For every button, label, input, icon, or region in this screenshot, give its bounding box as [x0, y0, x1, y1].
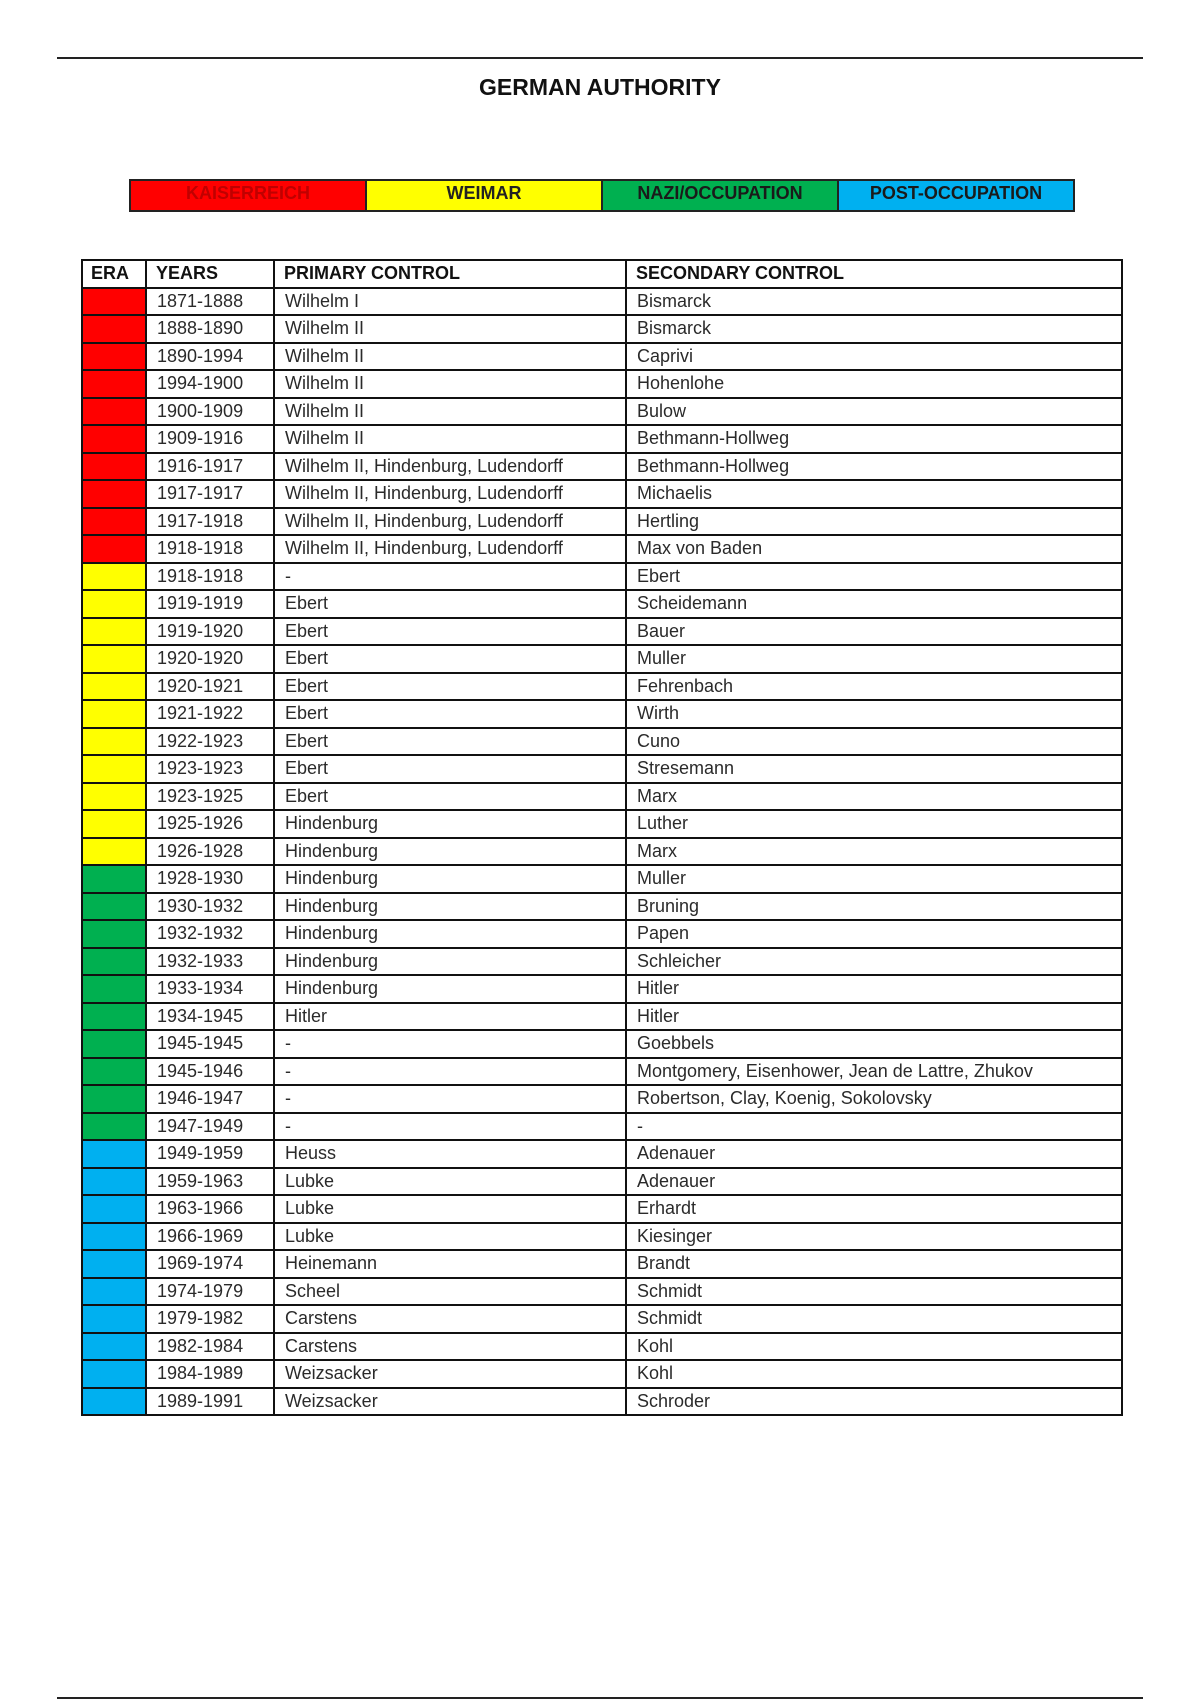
years-cell: 1989-1991 — [146, 1388, 274, 1416]
years-cell: 1933-1934 — [146, 975, 274, 1003]
primary-control-cell: Hindenburg — [274, 893, 626, 921]
primary-control-cell: Hindenburg — [274, 838, 626, 866]
years-cell: 1888-1890 — [146, 315, 274, 343]
years-cell: 1966-1969 — [146, 1223, 274, 1251]
years-cell: 1982-1984 — [146, 1333, 274, 1361]
primary-control-cell: Carstens — [274, 1305, 626, 1333]
primary-control-cell: Wilhelm II — [274, 343, 626, 371]
primary-control-cell: Ebert — [274, 618, 626, 646]
era-color-cell — [82, 838, 146, 866]
era-color-cell — [82, 673, 146, 701]
years-cell: 1890-1994 — [146, 343, 274, 371]
table-row — [82, 453, 1122, 481]
era-color-cell — [82, 343, 146, 371]
table-row — [82, 1113, 1122, 1141]
years-cell: 1959-1963 — [146, 1168, 274, 1196]
legend-post-occupation: POST-OCCUPATION — [839, 181, 1073, 210]
era-color-cell — [82, 1305, 146, 1333]
years-cell: 1917-1918 — [146, 508, 274, 536]
secondary-control-cell: Schleicher — [626, 948, 1122, 976]
secondary-control-cell: Bauer — [626, 618, 1122, 646]
years-cell: 1916-1917 — [146, 453, 274, 481]
secondary-control-cell: Kohl — [626, 1360, 1122, 1388]
primary-control-cell: Ebert — [274, 590, 626, 618]
era-color-cell — [82, 453, 146, 481]
table-row — [82, 1195, 1122, 1223]
primary-control-cell: Lubke — [274, 1168, 626, 1196]
secondary-control-cell: Marx — [626, 783, 1122, 811]
years-cell: 1920-1921 — [146, 673, 274, 701]
years-cell: 1979-1982 — [146, 1305, 274, 1333]
era-color-cell — [82, 1113, 146, 1141]
top-rule — [57, 57, 1143, 59]
primary-control-cell: Heuss — [274, 1140, 626, 1168]
table-row — [82, 893, 1122, 921]
era-color-cell — [82, 535, 146, 563]
primary-control-cell: Ebert — [274, 673, 626, 701]
years-cell: 1920-1920 — [146, 645, 274, 673]
table-row — [82, 288, 1122, 316]
table-row — [82, 315, 1122, 343]
years-cell: 1921-1922 — [146, 700, 274, 728]
secondary-control-cell: Montgomery, Eisenhower, Jean de Lattre, Zhukov — [626, 1058, 1122, 1086]
era-color-cell — [82, 893, 146, 921]
era-color-cell — [82, 590, 146, 618]
era-color-cell — [82, 948, 146, 976]
secondary-control-cell: Cuno — [626, 728, 1122, 756]
table-row — [82, 1003, 1122, 1031]
table-row — [82, 563, 1122, 591]
years-cell: 1984-1989 — [146, 1360, 274, 1388]
years-cell: 1932-1932 — [146, 920, 274, 948]
secondary-control-cell: Scheidemann — [626, 590, 1122, 618]
table-row — [82, 948, 1122, 976]
primary-control-cell: Ebert — [274, 645, 626, 673]
table-row — [82, 1168, 1122, 1196]
primary-control-cell: Ebert — [274, 700, 626, 728]
table-row — [82, 1333, 1122, 1361]
table-row — [82, 810, 1122, 838]
years-cell: 1946-1947 — [146, 1085, 274, 1113]
table-row — [82, 865, 1122, 893]
primary-control-cell: Hindenburg — [274, 948, 626, 976]
primary-control-cell: - — [274, 1030, 626, 1058]
years-cell: 1974-1979 — [146, 1278, 274, 1306]
era-color-cell — [82, 700, 146, 728]
years-cell: 1909-1916 — [146, 425, 274, 453]
primary-control-cell: Scheel — [274, 1278, 626, 1306]
years-cell: 1918-1918 — [146, 563, 274, 591]
years-cell: 1945-1945 — [146, 1030, 274, 1058]
table-header-row — [82, 260, 1122, 288]
years-cell: 1917-1917 — [146, 480, 274, 508]
legend-kaiserreich: KAISERREICH — [131, 181, 367, 210]
secondary-control-cell: Schmidt — [626, 1278, 1122, 1306]
years-cell: 1994-1900 — [146, 370, 274, 398]
table-row — [82, 398, 1122, 426]
secondary-control-cell: Muller — [626, 645, 1122, 673]
secondary-control-cell: Erhardt — [626, 1195, 1122, 1223]
years-cell: 1930-1932 — [146, 893, 274, 921]
primary-control-cell: Ebert — [274, 728, 626, 756]
primary-control-cell: Ebert — [274, 755, 626, 783]
table-row — [82, 1278, 1122, 1306]
primary-control-cell: Wilhelm II, Hindenburg, Ludendorff — [274, 453, 626, 481]
primary-control-cell: Heinemann — [274, 1250, 626, 1278]
era-color-cell — [82, 1003, 146, 1031]
era-color-cell — [82, 563, 146, 591]
years-cell: 1969-1974 — [146, 1250, 274, 1278]
era-color-cell — [82, 920, 146, 948]
table-row — [82, 1030, 1122, 1058]
primary-control-cell: Ebert — [274, 783, 626, 811]
secondary-control-cell: Kiesinger — [626, 1223, 1122, 1251]
secondary-control-cell: Kohl — [626, 1333, 1122, 1361]
era-color-cell — [82, 1388, 146, 1416]
years-cell: 1918-1918 — [146, 535, 274, 563]
secondary-control-cell: - — [626, 1113, 1122, 1141]
era-color-cell — [82, 975, 146, 1003]
era-color-cell — [82, 508, 146, 536]
table-row — [82, 1388, 1122, 1416]
secondary-control-cell: Robertson, Clay, Koenig, Sokolovsky — [626, 1085, 1122, 1113]
primary-control-cell: - — [274, 563, 626, 591]
era-color-cell — [82, 865, 146, 893]
secondary-control-cell: Goebbels — [626, 1030, 1122, 1058]
legend-nazi-occupation: NAZI/OCCUPATION — [603, 181, 839, 210]
years-cell: 1926-1928 — [146, 838, 274, 866]
primary-control-cell: - — [274, 1113, 626, 1141]
secondary-control-cell: Hitler — [626, 975, 1122, 1003]
table-row — [82, 1140, 1122, 1168]
secondary-control-cell: Michaelis — [626, 480, 1122, 508]
primary-control-cell: Wilhelm I — [274, 288, 626, 316]
years-cell: 1871-1888 — [146, 288, 274, 316]
era-color-cell — [82, 425, 146, 453]
primary-control-cell: Wilhelm II, Hindenburg, Ludendorff — [274, 535, 626, 563]
header-secondary-control: SECONDARY CONTROL — [626, 260, 1122, 288]
era-color-cell — [82, 370, 146, 398]
primary-control-cell: Lubke — [274, 1223, 626, 1251]
secondary-control-cell: Bruning — [626, 893, 1122, 921]
primary-control-cell: Lubke — [274, 1195, 626, 1223]
years-cell: 1923-1925 — [146, 783, 274, 811]
era-color-cell — [82, 618, 146, 646]
years-cell: 1934-1945 — [146, 1003, 274, 1031]
era-color-cell — [82, 645, 146, 673]
era-color-cell — [82, 1168, 146, 1196]
secondary-control-cell: Marx — [626, 838, 1122, 866]
primary-control-cell: Carstens — [274, 1333, 626, 1361]
primary-control-cell: Wilhelm II, Hindenburg, Ludendorff — [274, 480, 626, 508]
secondary-control-cell: Max von Baden — [626, 535, 1122, 563]
era-color-cell — [82, 288, 146, 316]
primary-control-cell: Wilhelm II — [274, 398, 626, 426]
primary-control-cell: Weizsacker — [274, 1360, 626, 1388]
era-color-cell — [82, 480, 146, 508]
table-row — [82, 728, 1122, 756]
era-color-cell — [82, 755, 146, 783]
table-body — [82, 288, 1122, 1416]
primary-control-cell: Hindenburg — [274, 810, 626, 838]
era-color-cell — [82, 1278, 146, 1306]
secondary-control-cell: Bismarck — [626, 315, 1122, 343]
primary-control-cell: Wilhelm II — [274, 425, 626, 453]
legend-weimar: WEIMAR — [367, 181, 603, 210]
secondary-control-cell: Schmidt — [626, 1305, 1122, 1333]
table-row — [82, 370, 1122, 398]
era-color-cell — [82, 398, 146, 426]
table-row — [82, 1058, 1122, 1086]
era-color-cell — [82, 1195, 146, 1223]
header-primary-control: PRIMARY CONTROL — [274, 260, 626, 288]
table-row — [82, 700, 1122, 728]
secondary-control-cell: Luther — [626, 810, 1122, 838]
years-cell: 1928-1930 — [146, 865, 274, 893]
secondary-control-cell: Ebert — [626, 563, 1122, 591]
primary-control-cell: Wilhelm II — [274, 315, 626, 343]
table-row — [82, 920, 1122, 948]
secondary-control-cell: Bulow — [626, 398, 1122, 426]
secondary-control-cell: Bethmann-Hollweg — [626, 425, 1122, 453]
table-row — [82, 838, 1122, 866]
secondary-control-cell: Stresemann — [626, 755, 1122, 783]
primary-control-cell: Hindenburg — [274, 975, 626, 1003]
era-legend — [129, 179, 1075, 212]
table-row — [82, 508, 1122, 536]
years-cell: 1947-1949 — [146, 1113, 274, 1141]
era-color-cell — [82, 1223, 146, 1251]
table-row — [82, 645, 1122, 673]
primary-control-cell: Wilhelm II — [274, 370, 626, 398]
table-row — [82, 480, 1122, 508]
era-color-cell — [82, 1085, 146, 1113]
secondary-control-cell: Hitler — [626, 1003, 1122, 1031]
primary-control-cell: Hitler — [274, 1003, 626, 1031]
era-color-cell — [82, 1030, 146, 1058]
era-color-cell — [82, 1333, 146, 1361]
era-color-cell — [82, 1250, 146, 1278]
authority-table — [81, 259, 1123, 1416]
secondary-control-cell: Papen — [626, 920, 1122, 948]
primary-control-cell: Hindenburg — [274, 920, 626, 948]
primary-control-cell: Wilhelm II, Hindenburg, Ludendorff — [274, 508, 626, 536]
secondary-control-cell: Adenauer — [626, 1140, 1122, 1168]
era-color-cell — [82, 1058, 146, 1086]
table-row — [82, 1360, 1122, 1388]
table-row — [82, 618, 1122, 646]
table-row — [82, 590, 1122, 618]
table-row — [82, 1250, 1122, 1278]
era-color-cell — [82, 728, 146, 756]
table-row — [82, 1223, 1122, 1251]
era-color-cell — [82, 1360, 146, 1388]
secondary-control-cell: Adenauer — [626, 1168, 1122, 1196]
secondary-control-cell: Hohenlohe — [626, 370, 1122, 398]
primary-control-cell: - — [274, 1085, 626, 1113]
primary-control-cell: Hindenburg — [274, 865, 626, 893]
header-era: ERA — [82, 260, 146, 288]
table-row — [82, 425, 1122, 453]
table-row — [82, 535, 1122, 563]
page-title: GERMAN AUTHORITY — [479, 74, 721, 100]
era-color-cell — [82, 783, 146, 811]
years-cell: 1919-1920 — [146, 618, 274, 646]
table-row — [82, 1305, 1122, 1333]
secondary-control-cell: Caprivi — [626, 343, 1122, 371]
secondary-control-cell: Brandt — [626, 1250, 1122, 1278]
years-cell: 1932-1933 — [146, 948, 274, 976]
header-years: YEARS — [146, 260, 274, 288]
years-cell: 1922-1923 — [146, 728, 274, 756]
bottom-rule — [57, 1697, 1143, 1699]
years-cell: 1923-1923 — [146, 755, 274, 783]
table-row — [82, 783, 1122, 811]
secondary-control-cell: Hertling — [626, 508, 1122, 536]
years-cell: 1963-1966 — [146, 1195, 274, 1223]
era-color-cell — [82, 1140, 146, 1168]
years-cell: 1900-1909 — [146, 398, 274, 426]
secondary-control-cell: Bismarck — [626, 288, 1122, 316]
secondary-control-cell: Bethmann-Hollweg — [626, 453, 1122, 481]
secondary-control-cell: Wirth — [626, 700, 1122, 728]
primary-control-cell: Weizsacker — [274, 1388, 626, 1416]
secondary-control-cell: Schroder — [626, 1388, 1122, 1416]
secondary-control-cell: Muller — [626, 865, 1122, 893]
primary-control-cell: - — [274, 1058, 626, 1086]
table-row — [82, 673, 1122, 701]
years-cell: 1945-1946 — [146, 1058, 274, 1086]
table-row — [82, 1085, 1122, 1113]
table-row — [82, 975, 1122, 1003]
era-color-cell — [82, 810, 146, 838]
table-row — [82, 755, 1122, 783]
era-color-cell — [82, 315, 146, 343]
secondary-control-cell: Fehrenbach — [626, 673, 1122, 701]
years-cell: 1925-1926 — [146, 810, 274, 838]
years-cell: 1949-1959 — [146, 1140, 274, 1168]
table-row — [82, 343, 1122, 371]
years-cell: 1919-1919 — [146, 590, 274, 618]
